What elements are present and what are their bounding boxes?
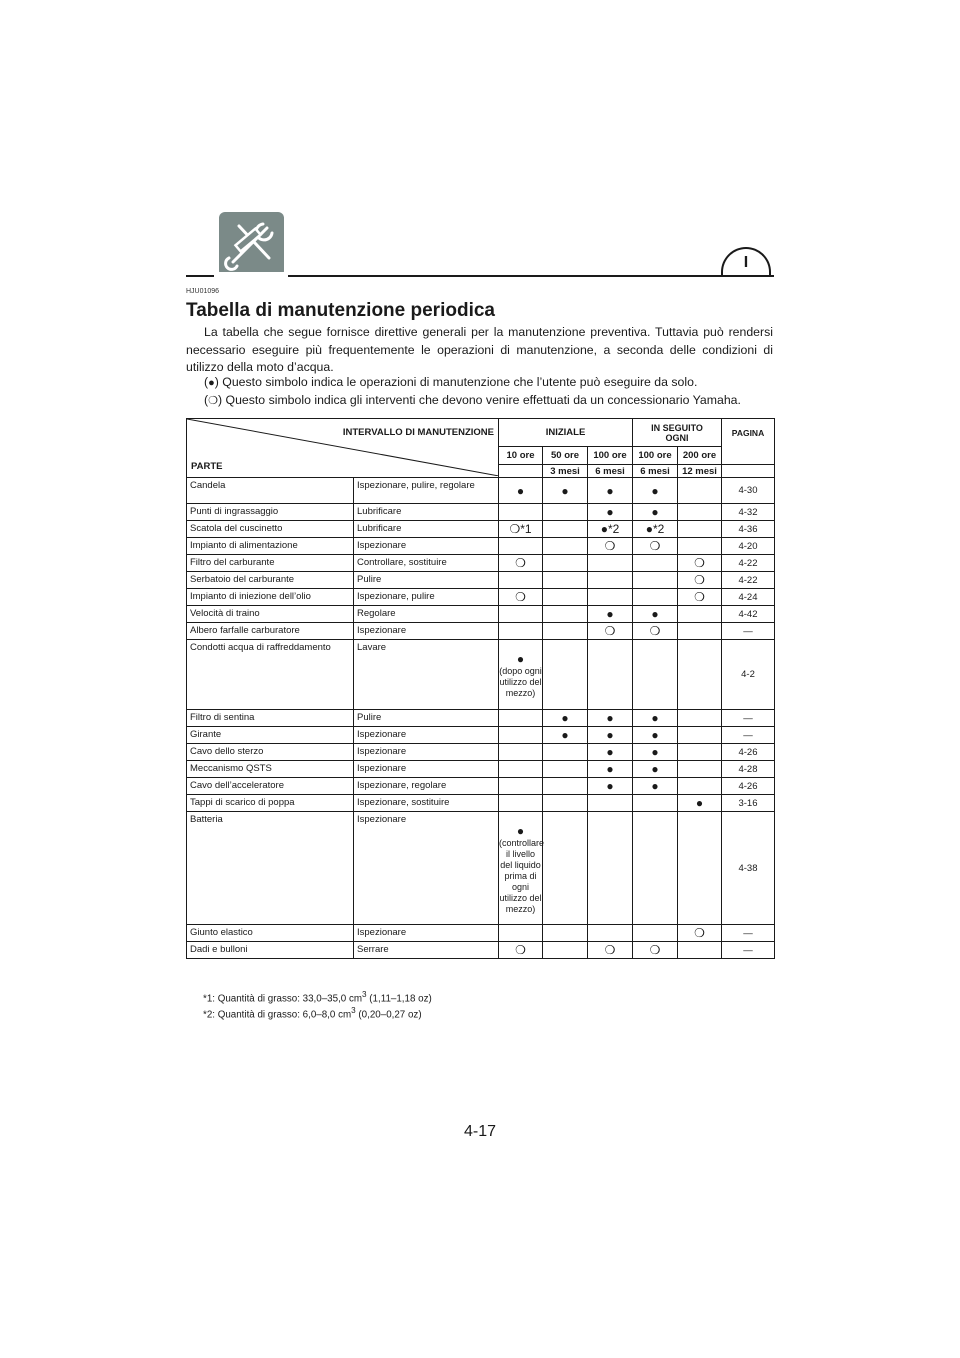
tools-icon — [219, 212, 284, 277]
row-mark-note: (controllare il livello del liquido prima di ogni utilizzo del mezzo) — [499, 837, 545, 914]
row-mark — [678, 727, 722, 744]
row-mark — [499, 761, 543, 778]
row-page: 4-36 — [722, 521, 775, 538]
maintenance-mark: ❍ — [694, 556, 705, 570]
maintenance-mark: ❍ — [604, 624, 616, 638]
header-hours: 50 ore — [543, 447, 588, 465]
maintenance-mark: ● — [651, 745, 659, 759]
footnote-2 — [203, 1006, 422, 1020]
row-part: Serbatoio del carburante — [187, 572, 354, 589]
header-page: PAGINA — [722, 419, 775, 465]
footnote-1-text: *1: Quantità di grasso: 33,0–35,0 cm — [203, 993, 363, 1005]
row-mark — [499, 521, 543, 538]
table-body — [187, 478, 775, 959]
maintenance-mark: ● — [606, 762, 614, 776]
header-months: 12 mesi — [678, 465, 722, 478]
row-operation: Pulire — [354, 710, 499, 727]
table-row — [187, 727, 775, 744]
table-row — [187, 478, 775, 504]
row-mark — [499, 727, 543, 744]
row-mark — [543, 795, 588, 812]
header-hours: 100 ore — [633, 447, 678, 465]
language-badge: I — [721, 247, 771, 275]
maintenance-mark: ● — [651, 483, 659, 498]
table-corner-header — [187, 419, 499, 478]
row-mark — [499, 710, 543, 727]
row-part: Impianto di iniezione dell’olio — [187, 589, 354, 606]
row-mark — [588, 795, 633, 812]
row-mark — [499, 942, 543, 959]
table-row — [187, 942, 775, 959]
footnote-2-suffix: (0,20–0,27 oz) — [355, 1009, 422, 1021]
row-mark — [678, 538, 722, 555]
table-row — [187, 744, 775, 761]
footnote-2-sup: 3 — [351, 1006, 356, 1015]
row-mark — [633, 623, 678, 640]
header-hours: 10 ore — [499, 447, 543, 465]
header-hours: 200 ore — [678, 447, 722, 465]
legend-user-text: Questo simbolo indica le operazioni di manutenzione che l’utente può eseguire da solo. — [222, 375, 698, 389]
row-mark — [633, 606, 678, 623]
row-operation: Serrare — [354, 942, 499, 959]
row-mark — [543, 744, 588, 761]
row-operation: Lubrificare — [354, 521, 499, 538]
page-number: 4-17 — [463, 1123, 497, 1140]
section-code: HJU01096 — [186, 288, 220, 295]
footnote-1-sup: 3 — [362, 990, 367, 999]
table-row — [187, 778, 775, 795]
maintenance-mark: ● — [651, 728, 659, 742]
row-mark — [678, 778, 722, 795]
row-page: — — [722, 727, 775, 744]
row-page: 4-20 — [722, 538, 775, 555]
row-mark — [499, 478, 543, 504]
row-mark — [499, 504, 543, 521]
row-mark — [678, 521, 722, 538]
row-mark — [633, 942, 678, 959]
maintenance-mark: ● — [561, 483, 569, 498]
row-page: 4-22 — [722, 555, 775, 572]
row-mark — [499, 606, 543, 623]
row-mark — [633, 589, 678, 606]
row-mark — [633, 761, 678, 778]
row-mark — [499, 589, 543, 606]
maintenance-mark: ● — [695, 796, 704, 810]
row-page: 4-42 — [722, 606, 775, 623]
maintenance-mark: ❍ — [649, 539, 661, 553]
row-mark — [543, 572, 588, 589]
row-operation: Ispezionare — [354, 538, 499, 555]
filled-circle-icon: ● — [208, 377, 215, 389]
row-page: 4-26 — [722, 744, 775, 761]
row-mark — [633, 478, 678, 504]
table-row — [187, 606, 775, 623]
row-mark — [499, 555, 543, 572]
row-page: 4-2 — [722, 640, 775, 710]
header-months: 6 mesi — [588, 465, 633, 478]
table-row — [187, 538, 775, 555]
header-part: PARTE — [191, 461, 223, 472]
row-operation: Ispezionare — [354, 925, 499, 942]
row-mark — [588, 504, 633, 521]
footnote-2-text: *2: Quantità di grasso: 6,0–8,0 cm — [203, 1009, 352, 1021]
row-mark — [588, 942, 633, 959]
maintenance-mark: ● — [561, 711, 569, 725]
row-mark — [543, 623, 588, 640]
row-page: 4-28 — [722, 761, 775, 778]
maintenance-mark: ● — [606, 505, 614, 519]
row-operation: Ispezionare, regolare — [354, 778, 499, 795]
row-part: Filtro del carburante — [187, 555, 354, 572]
row-part: Meccanismo QSTS — [187, 761, 354, 778]
row-mark — [588, 623, 633, 640]
row-mark — [499, 925, 543, 942]
row-mark — [588, 521, 633, 538]
row-part: Impianto di alimentazione — [187, 538, 354, 555]
row-mark — [543, 710, 588, 727]
row-operation: Ispezionare — [354, 623, 499, 640]
maintenance-mark: ❍ — [604, 943, 616, 957]
row-page: 3-16 — [722, 795, 775, 812]
maintenance-mark: ● — [651, 779, 659, 793]
maintenance-mark: ● — [606, 779, 614, 793]
table-row — [187, 925, 775, 942]
maintenance-mark: ● — [606, 607, 614, 621]
footnote-1-suffix: (1,11–1,18 oz) — [366, 993, 432, 1005]
row-mark — [543, 925, 588, 942]
row-mark — [543, 727, 588, 744]
table-row — [187, 521, 775, 538]
row-mark — [633, 640, 678, 710]
row-part: Albero farfalle carburatore — [187, 623, 354, 640]
row-mark — [543, 606, 588, 623]
row-mark — [633, 795, 678, 812]
row-operation: Ispezionare, pulire, regolare — [354, 478, 499, 504]
row-mark — [588, 555, 633, 572]
maintenance-mark: ❍ — [649, 624, 661, 638]
maintenance-mark: ❍ — [694, 590, 705, 604]
row-mark — [499, 640, 543, 710]
footnote-1 — [203, 990, 432, 1004]
row-operation: Lubrificare — [354, 504, 499, 521]
intro-paragraph: La tabella che segue fornisce direttive generali per la manutenzione preventiva. Tuttavia può rendersi necessario eseguire più frequentemente le operazioni di manutenzione, a seconda delle condizioni di utilizzo della moto d’acqua. — [186, 325, 773, 374]
row-mark — [588, 478, 633, 504]
row-mark — [588, 727, 633, 744]
row-mark — [588, 572, 633, 589]
maintenance-mark: ❍ — [649, 943, 661, 957]
row-part: Punti di ingrassaggio — [187, 504, 354, 521]
row-mark — [678, 640, 722, 710]
row-mark — [543, 640, 588, 710]
row-mark — [678, 555, 722, 572]
maintenance-mark: ●*2 — [600, 522, 620, 536]
row-mark — [633, 521, 678, 538]
maintenance-mark: ❍ — [604, 539, 616, 553]
table-row — [187, 589, 775, 606]
row-operation: Ispezionare, sostituire — [354, 795, 499, 812]
row-mark — [633, 504, 678, 521]
header-months: 3 mesi — [543, 465, 588, 478]
row-mark — [499, 623, 543, 640]
row-mark — [543, 504, 588, 521]
table-row — [187, 761, 775, 778]
row-part: Candela — [187, 478, 354, 504]
row-mark — [678, 795, 722, 812]
row-mark — [633, 778, 678, 795]
row-mark — [633, 710, 678, 727]
row-mark — [543, 521, 588, 538]
table-row — [187, 640, 775, 710]
row-mark — [633, 727, 678, 744]
row-mark — [588, 606, 633, 623]
table-row — [187, 710, 775, 727]
row-mark — [499, 744, 543, 761]
header-initial: INIZIALE — [499, 419, 633, 447]
header-hours: 100 ore — [588, 447, 633, 465]
row-mark — [633, 555, 678, 572]
row-page: 4-22 — [722, 572, 775, 589]
row-mark — [588, 778, 633, 795]
table-row — [187, 555, 775, 572]
table-row — [187, 795, 775, 812]
row-mark — [543, 589, 588, 606]
row-mark-note: (dopo ogni utilizzo del mezzo) — [499, 666, 542, 698]
row-part: Girante — [187, 727, 354, 744]
row-mark — [588, 640, 633, 710]
row-mark — [588, 761, 633, 778]
page-title: Tabella di manutenzione periodica — [186, 300, 495, 321]
row-mark — [633, 538, 678, 555]
row-operation: Ispezionare — [354, 761, 499, 778]
row-part: Condotti acqua di raffreddamento — [187, 640, 354, 710]
maintenance-mark: ● — [651, 711, 659, 725]
row-page: — — [722, 925, 775, 942]
header-rule-gap — [214, 272, 288, 280]
maintenance-mark: ● — [606, 711, 614, 725]
header-after: IN SEGUITO OGNI — [633, 419, 722, 447]
row-operation: Lavare — [354, 640, 499, 710]
row-part: Tappi di scarico di poppa — [187, 795, 354, 812]
row-operation: Pulire — [354, 572, 499, 589]
row-mark — [678, 942, 722, 959]
row-mark — [499, 778, 543, 795]
row-operation: Regolare — [354, 606, 499, 623]
row-part: Dadi e bulloni — [187, 942, 354, 959]
maintenance-mark: ● — [606, 745, 614, 759]
row-page: — — [722, 942, 775, 959]
legend-dealer: (❍) Questo simbolo indica gli interventi che devono venire effettuati da un concessionario Yamaha. — [204, 393, 741, 407]
row-mark — [678, 478, 722, 504]
table-row — [187, 504, 775, 521]
header-months: 6 mesi — [633, 465, 678, 478]
row-part: Cavo dello sterzo — [187, 744, 354, 761]
row-mark — [633, 572, 678, 589]
row-mark — [678, 710, 722, 727]
table-row — [187, 812, 775, 925]
row-mark — [633, 925, 678, 942]
maintenance-mark: ❍*1 — [509, 522, 532, 536]
legend-dealer-text: Questo simbolo indica gli interventi che devono venire effettuati da un concessionario Yamaha. — [225, 393, 741, 407]
legend-user: (●) Questo simbolo indica le operazioni di manutenzione che l’utente può eseguire da solo. — [204, 375, 698, 389]
maintenance-mark: ● — [651, 762, 659, 776]
row-operation: Ispezionare, pulire — [354, 589, 499, 606]
row-mark — [588, 538, 633, 555]
row-part: Velocità di traino — [187, 606, 354, 623]
table-row — [187, 623, 775, 640]
row-mark — [499, 538, 543, 555]
row-page: 4-38 — [722, 812, 775, 925]
row-mark — [678, 504, 722, 521]
row-mark — [678, 925, 722, 942]
row-operation: Ispezionare — [354, 812, 499, 925]
row-mark — [588, 589, 633, 606]
row-mark — [499, 795, 543, 812]
maintenance-mark: ● — [516, 652, 525, 666]
row-part: Batteria — [187, 812, 354, 925]
row-mark — [678, 812, 722, 925]
row-page: 4-32 — [722, 504, 775, 521]
row-mark — [543, 555, 588, 572]
maintenance-mark: ❍ — [515, 590, 526, 604]
row-page: — — [722, 710, 775, 727]
row-page: 4-24 — [722, 589, 775, 606]
row-operation: Ispezionare — [354, 727, 499, 744]
row-page: 4-26 — [722, 778, 775, 795]
row-mark — [543, 478, 588, 504]
row-page: 4-30 — [722, 478, 775, 504]
row-mark — [588, 925, 633, 942]
row-mark — [678, 761, 722, 778]
row-mark — [633, 812, 678, 925]
maintenance-mark: ❍ — [515, 556, 526, 570]
maintenance-table — [186, 418, 775, 959]
header-months-empty — [499, 465, 543, 478]
row-mark — [499, 812, 543, 925]
row-part: Scatola del cuscinetto — [187, 521, 354, 538]
maintenance-mark: ● — [651, 607, 659, 621]
row-mark — [588, 710, 633, 727]
row-mark — [543, 778, 588, 795]
row-part: Cavo dell’acceleratore — [187, 778, 354, 795]
maintenance-mark: ● — [516, 823, 525, 838]
row-part: Giunto elastico — [187, 925, 354, 942]
row-mark — [543, 942, 588, 959]
row-mark — [543, 761, 588, 778]
header-interval: INTERVALLO DI MANUTENZIONE — [342, 427, 494, 438]
row-mark — [678, 744, 722, 761]
maintenance-mark: ❍ — [515, 943, 526, 957]
row-mark — [678, 572, 722, 589]
row-mark — [588, 812, 633, 925]
row-mark — [678, 606, 722, 623]
maintenance-mark: ❍ — [694, 573, 705, 587]
row-mark — [588, 744, 633, 761]
row-mark — [678, 623, 722, 640]
open-circle-icon: ❍ — [208, 395, 218, 407]
maintenance-mark: ●*2 — [645, 522, 665, 536]
row-mark — [633, 744, 678, 761]
row-mark — [543, 812, 588, 925]
maintenance-mark: ● — [606, 483, 614, 498]
row-mark — [543, 538, 588, 555]
maintenance-mark: ● — [561, 728, 569, 742]
row-part: Filtro di sentina — [187, 710, 354, 727]
maintenance-mark: ● — [651, 505, 659, 519]
maintenance-mark: ● — [606, 728, 614, 742]
maintenance-mark: ❍ — [694, 926, 705, 940]
row-operation: Ispezionare — [354, 744, 499, 761]
header-page-empty — [722, 465, 775, 478]
row-page: — — [722, 623, 775, 640]
table-row — [187, 572, 775, 589]
maintenance-mark: ● — [516, 483, 525, 498]
row-operation: Controllare, sostituire — [354, 555, 499, 572]
row-mark — [678, 589, 722, 606]
row-mark — [499, 572, 543, 589]
